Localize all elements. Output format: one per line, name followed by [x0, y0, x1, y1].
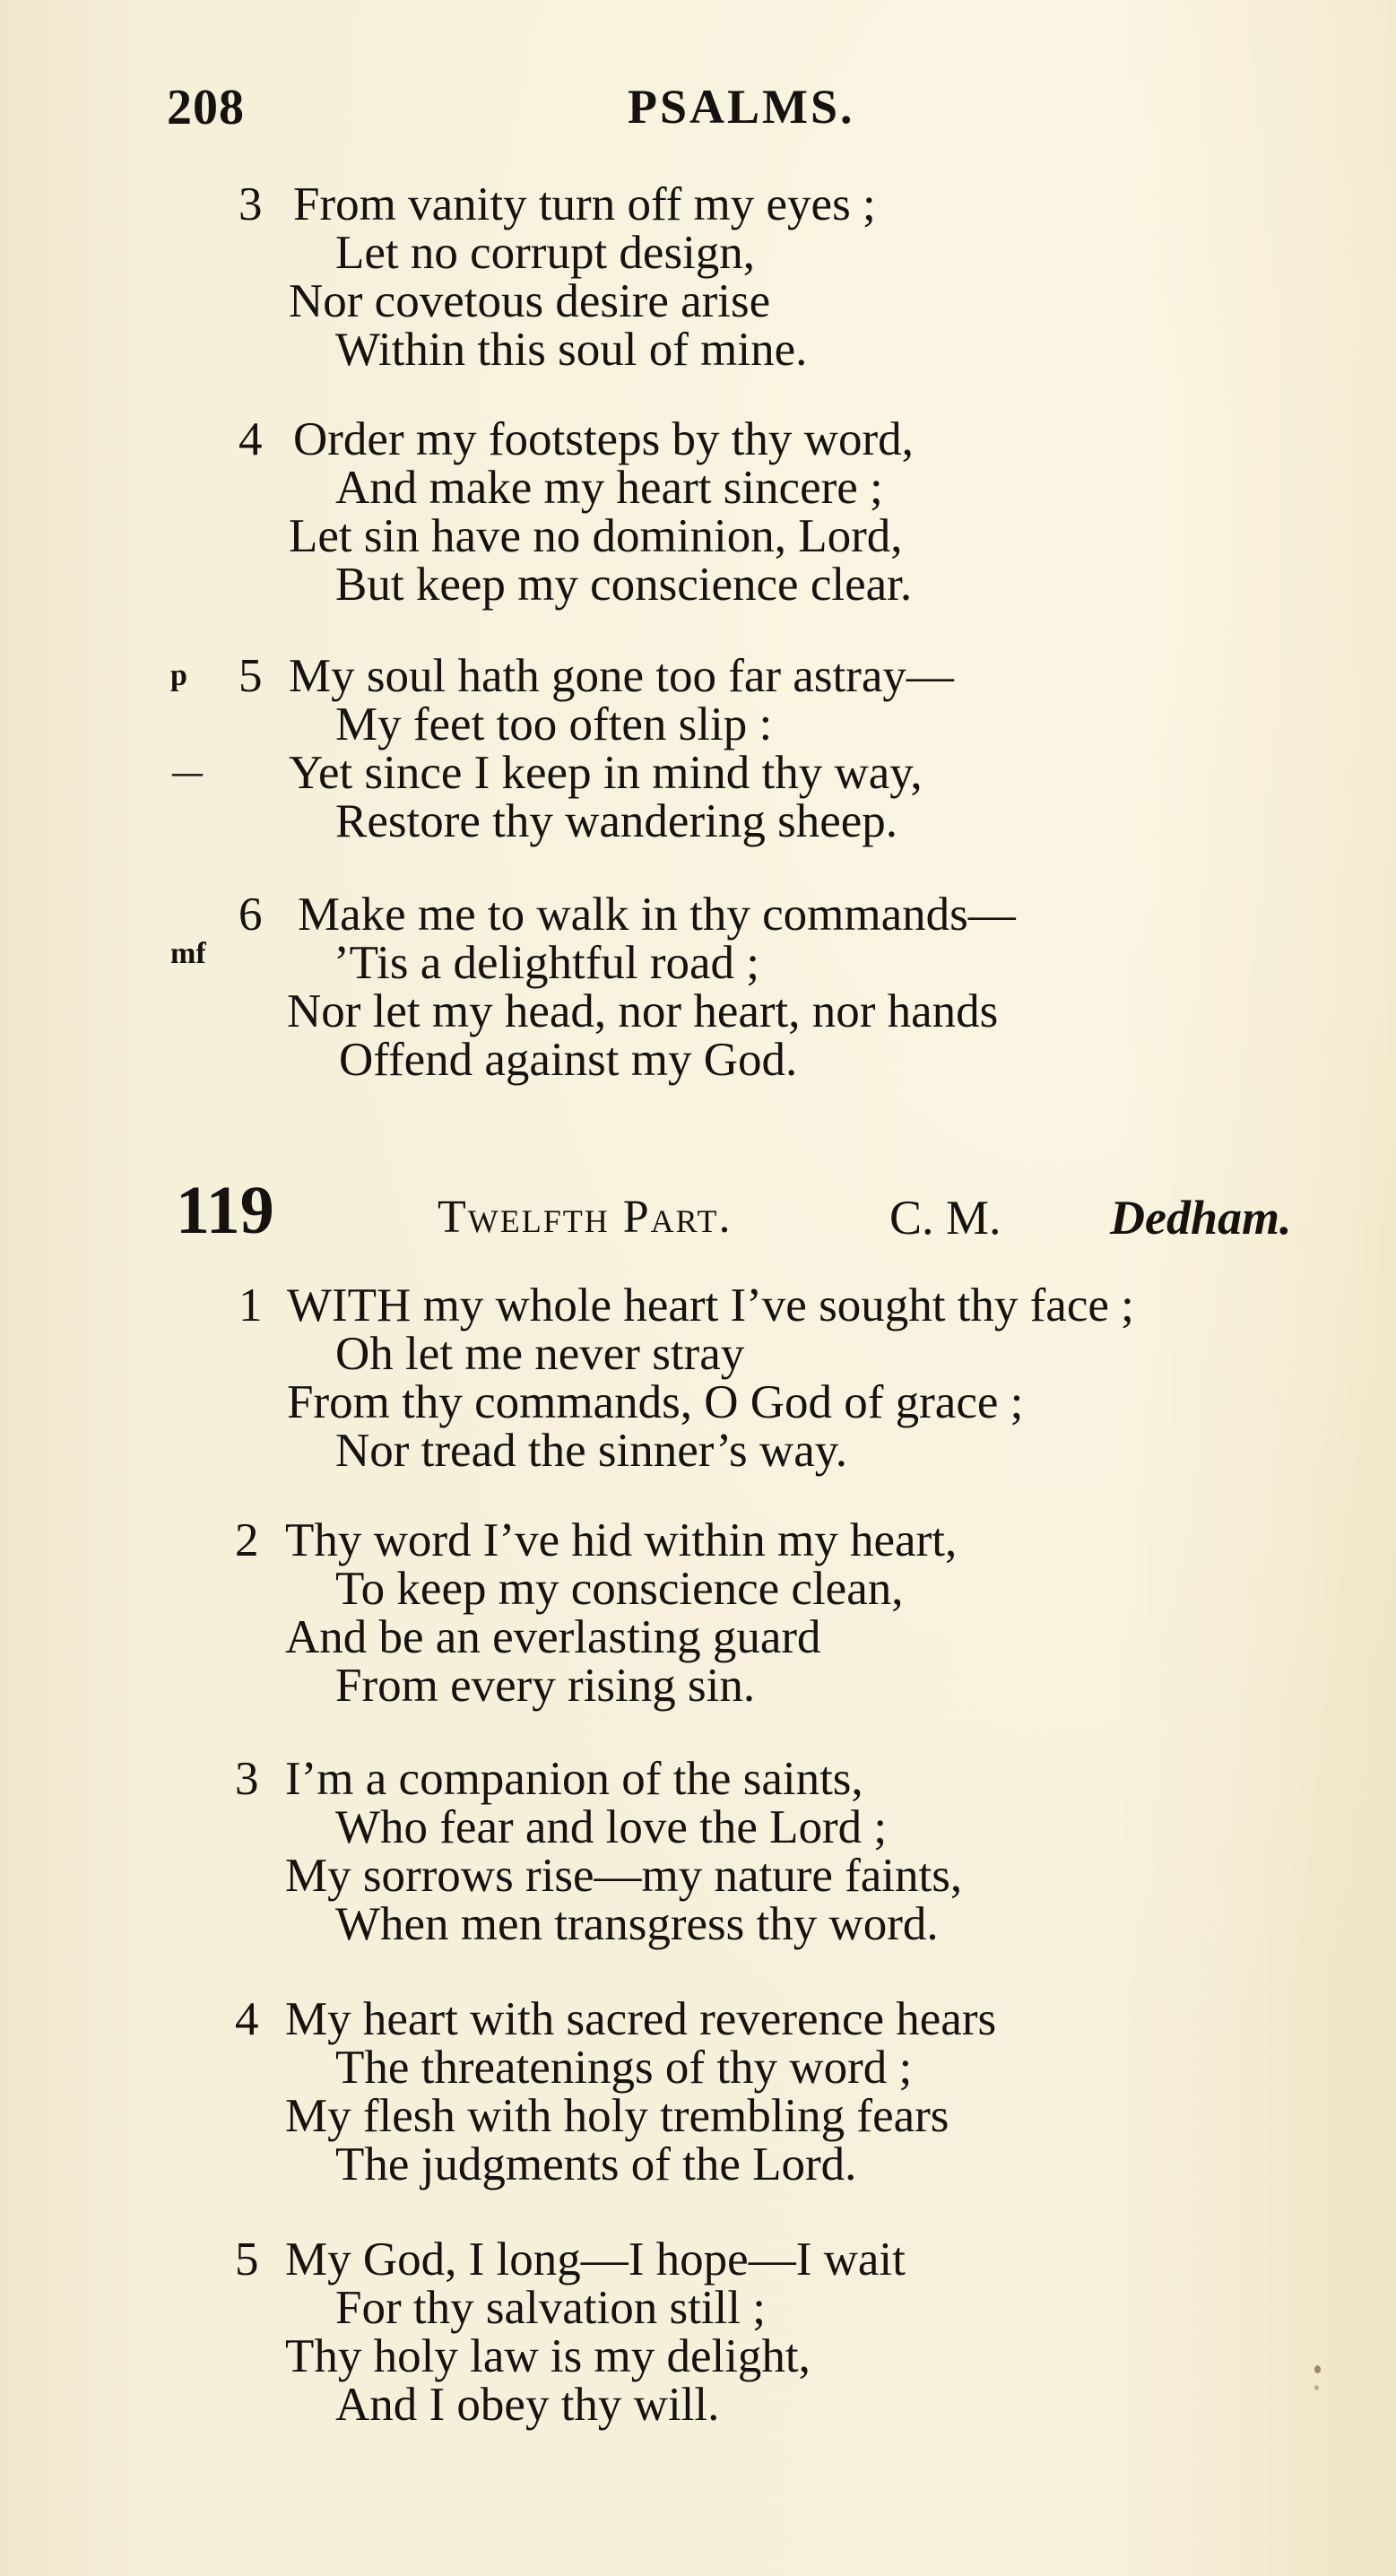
verse-number: 2 [235, 1514, 259, 1566]
verse-line: When men transgress thy word. [335, 1898, 939, 1950]
verse-line: My flesh with holy trembling fears [285, 2090, 949, 2142]
verse-line: Nor let my head, nor heart, nor hands [287, 985, 999, 1037]
verse-line: Oh let me never stray [335, 1328, 745, 1380]
verse-line: Order my footsteps by thy word, [293, 413, 914, 465]
verse-number: 4 [235, 1993, 259, 2045]
verse-line: And be an everlasting guard [285, 1611, 821, 1663]
psalm-tune: Dedham. [1110, 1191, 1292, 1245]
verse-line: And make my heart sincere ; [335, 462, 883, 514]
psalm-part: Twelfth Part. [438, 1192, 733, 1243]
verse-line: Let sin have no dominion, Lord, [289, 510, 903, 562]
verse-line: Restore thy wandering sheep. [335, 795, 897, 847]
verse-number: 5 [235, 2233, 259, 2285]
verse-line: The judgments of the Lord. [335, 2138, 857, 2190]
dynamic-marking: p [170, 659, 187, 692]
verse-number: 6 [238, 889, 263, 941]
verse-line: My soul hath gone too far astray— [289, 650, 954, 702]
verse-line: I’m a companion of the saints, [285, 1753, 863, 1805]
verse-number: 3 [238, 178, 263, 230]
verse-line: To keep my conscience clean, [335, 1563, 904, 1615]
psalm-number: 119 [176, 1173, 274, 1248]
psalm-header [0, 1175, 1396, 1246]
verse-line: Nor tread the sinner’s way. [335, 1425, 848, 1477]
page-number: 208 [167, 80, 245, 135]
verse-number: 3 [235, 1753, 259, 1805]
ink-speck [1314, 2365, 1321, 2373]
verse-line: From vanity turn off my eyes ; [293, 178, 876, 230]
verse-line: My feet too often slip : [335, 698, 773, 750]
verse-line: For thy salvation still ; [335, 2282, 766, 2334]
verse-line: Who fear and love the Lord ; [335, 1801, 888, 1853]
verse-line: Thy holy law is my delight, [285, 2330, 811, 2382]
verse-line: WITH my whole heart I’ve sought thy face ; [287, 1279, 1134, 1331]
psalm-meter: C. M. [889, 1191, 1001, 1245]
verse-line: But keep my conscience clear. [335, 559, 913, 611]
verse-line: Thy word I’ve hid within my heart, [285, 1514, 958, 1566]
verse-line: Let no corrupt design, [335, 227, 756, 279]
ink-speck [1314, 2385, 1319, 2390]
dynamic-marking: — [172, 756, 203, 789]
verse-number: 1 [238, 1279, 263, 1331]
verse-line: Nor covetous desire arise [289, 275, 771, 327]
verse-line: My sorrows rise—my nature faints, [285, 1850, 963, 1902]
verse-line: The threatenings of thy word ; [335, 2042, 913, 2094]
running-title: PSALMS. [628, 80, 855, 134]
verse-line: ’Tis a delightful road ; [334, 937, 760, 989]
verse-line: My God, I long—I hope—I wait [285, 2233, 906, 2285]
verse-line: Yet since I keep in mind thy way, [289, 747, 923, 799]
verse-line: Offend against my God. [339, 1034, 798, 1086]
dynamic-marking: mf [170, 937, 206, 970]
verse-number: 5 [238, 650, 263, 702]
verse-line: Make me to walk in thy commands— [298, 889, 1016, 941]
verse-line: My heart with sacred reverence hears [285, 1993, 997, 2045]
verse-line: From thy commands, O God of grace ; [287, 1376, 1024, 1428]
verse-line: Within this soul of mine. [335, 324, 808, 376]
verse-line: From every rising sin. [335, 1660, 756, 1712]
verse-number: 4 [238, 413, 263, 465]
verse-line: And I obey thy will. [335, 2379, 720, 2431]
